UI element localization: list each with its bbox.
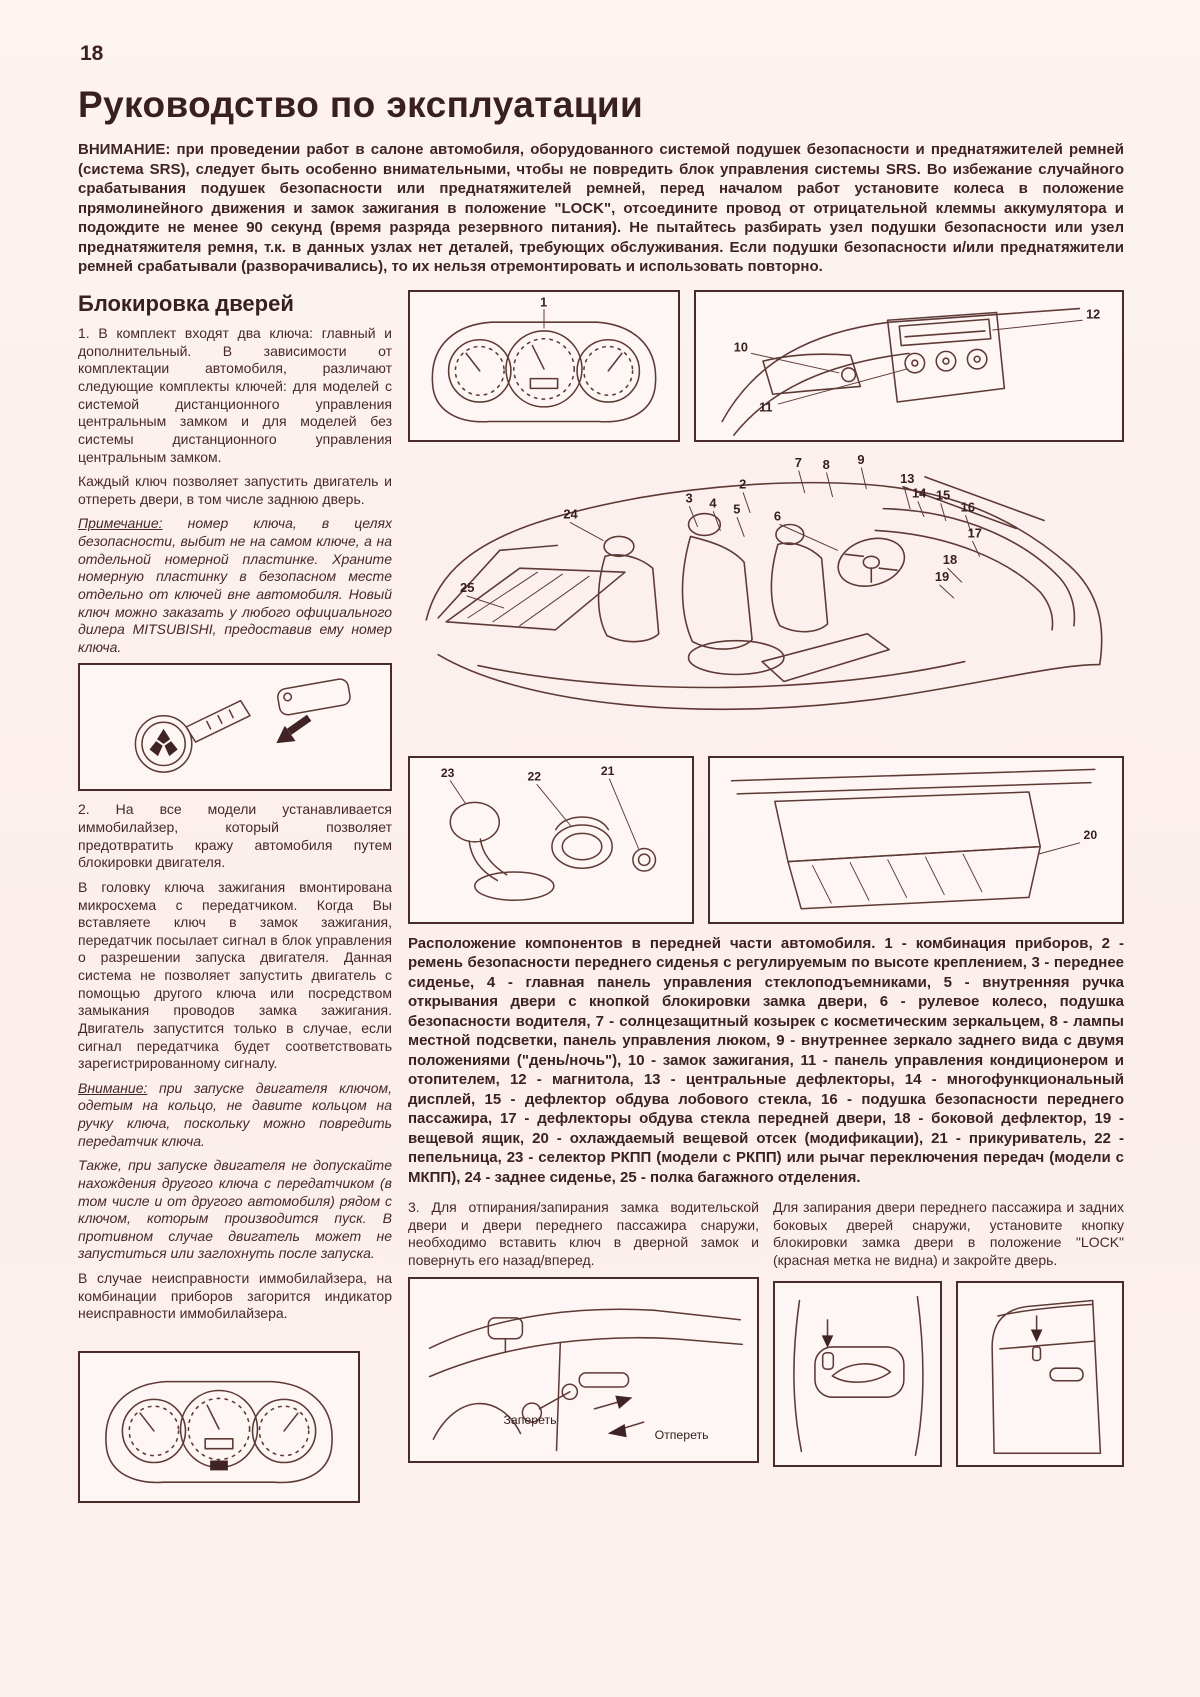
interior-cutaway-illustration [408,451,1124,749]
figure-callout: 2 [739,476,747,492]
figure-instrument-cluster [408,290,680,442]
figure-callout: 16 [960,499,976,515]
immobilizer-indicator-icon [210,1460,228,1470]
figure-callout: 25 [460,579,475,595]
figure-gear-selector [408,756,694,924]
figure-callout: 1 [540,295,548,310]
note-label: Примечание: [78,515,163,532]
unlock-label: Отпереть [654,1427,709,1442]
figure-callout: 9 [857,451,865,467]
gear-selector-illustration [414,760,688,920]
section-heading: Блокировка дверей [78,290,294,316]
figure-callout: 12 [1086,306,1101,321]
figure-callout: 17 [967,524,983,540]
keys-paragraph: 1. В комплект входят два ключа: главный и дополнительный. В зависимости от комплектации автомобиля, различают следующие комплекты ключей: для моделей с системой дистанционного управления центральным замком и для моделей без системы дистанционного управления центральным замком. [78,325,392,465]
mitsubishi-diamond-icon [157,729,170,744]
bottom-right-figure-row [773,1277,1124,1467]
figure-callout: 22 [527,769,542,784]
rear-door-illustration [965,1287,1115,1461]
bottom-columns [408,1199,1124,1475]
lock-label: Запереть [502,1412,557,1427]
main-columns [78,290,1124,1503]
figure-interior-overview [408,450,1124,750]
figure-center-console [694,290,1124,442]
door-key-illustration [414,1280,754,1460]
figure-callout: 7 [794,454,802,470]
figure-callout: 4 [709,495,717,511]
right-illustration-column [408,290,1124,1475]
key-function-paragraph: Каждый ключ позволяет запустить двигатель и отпереть двери, в том числе заднюю дверь. [78,473,392,507]
instrument-cluster-illustration [415,293,673,439]
second-key-warning-paragraph: Также, при запуске двигателя не допускайте нахождения другого ключа с передатчиком (в том числе и от другого автомобиля) рядом с ключом, которым производится пуск. В противном случае двигатель может не запуститься или заглохнуть после запуска. [78,1157,392,1262]
figure-callout: 13 [900,470,915,486]
instrument-cluster-illustration [86,1356,352,1498]
door-key-paragraph: 3. Для отпирания/запирания замка водительской двери и двери переднего пассажира снаружи, необходимо вставить ключ в дверной замок и повернуть его назад/вперед. [408,1199,759,1268]
glovebox-illustration [714,760,1118,920]
lock-direction-arrow-icon [615,1395,632,1408]
immobilizer-fault-paragraph: В случае неисправности иммобилайзера, на комбинации приборов загорится индикатор неисправности иммобилайзера. [78,1270,392,1322]
figure-door-key-lock [408,1277,759,1463]
door-handle-illustration [782,1287,932,1461]
figure-rear-door [956,1281,1125,1467]
key-illustration [87,665,383,789]
figure-callout: 23 [440,765,455,780]
figure-callout: 24 [563,506,578,522]
lock-knob-paragraph: Для запирания двери переднего пассажира и задних боковых дверей снаружи, установите кнопку блокировки замка двери в положение "LOCK" (красная метка не видна) и закройте дверь. [773,1199,1124,1268]
transmitter-paragraph: В головку ключа зажигания вмонтирована микросхема с передатчиком. Когда Вы вставляете ключ в замок зажигания, передатчик посылает сигнал в блок управления о разрешении запуска двигателя. Данная система не позволяет запустить двигатель с помощью другого ключа или посредством замыкания проводов замка зажигания. Двигатель запустится только в случае, если сигнал передатчика будет соответствовать зарегистрированному сигналу. [78,878,392,1072]
note-text: номер ключа, в целях безопасности, выбит не на самом ключе, а на отдельной номерной пластинке. Храните номерную пластинку в безопасном месте отдельно от ключей вне автомобиля. Новый ключ можно заказать у любого официального дилера MITSUBISHI, предоставив ему номер ключа. [78,515,392,655]
figure-glovebox [708,756,1124,924]
page-title: Руководство по эксплуатации [78,84,644,125]
figure-callout: 21 [600,763,615,778]
figure-instrument-cluster-indicator [78,1351,360,1503]
figure-callout: 18 [942,551,958,567]
figure-callout: 6 [773,508,782,524]
figure-callout: 11 [759,400,773,415]
warning-text: при запуске двигателя ключом, одетым на кольцо, не давите кольцом на ручку ключа, поскольку можно повредить передатчик ключа. [78,1079,392,1149]
figure-key-and-number-plate [78,663,392,791]
top-figure-row [408,290,1124,442]
figure-callout: 5 [733,501,741,517]
key-note-paragraph [78,515,392,656]
figure-callout: 20 [1083,827,1098,842]
bottom-middle-column [408,1199,759,1463]
srs-warning-paragraph: ВНИМАНИЕ: при проведении работ в салоне автомобиля, оборудованного системой подушек безопасности и преднатяжителей ремней (система SRS), следует быть особенно внимательными, чтобы не повредить блок управления системы SRS. Во избежание случайного срабатывания подушек безопасности или преднатяжителей ремней, перед началом работ установите колеса в положение прямолинейного движения и замок зажигания в положение "LOCK", отсоедините провод от отрицательной клеммы аккумулятора и подождите не менее 90 секунд (время разряда резервного питания). Не пытайтесь разбирать узел подушки безопасности или узел преднатяжителя ремня, т.к. в данных узлах нет деталей, требующих обслуживания. Если подушки безопасности и/или преднатяжители ремней срабатывали (разворачивались), то их нельзя отремонтировать и использовать повторно. [78,141,1124,275]
page-number: 18 [80,42,104,65]
unlock-direction-arrow-icon [607,1424,626,1437]
left-text-column [78,290,392,1503]
figure-caption: Расположение компонентов в передней части автомобиля. 1 - комбинация приборов, 2 - ремень безопасности переднего сиденья с регулируемым по высоте креплением, 3 - переднее сиденье, 4 - главная панель управления стеклоподъемниками, 5 - внутренняя ручка открывания двери с кнопкой блокировки замка двери, 6 - рулевое колесо, подушка безопасности водителя, 7 - солнцезащитный козырек с косметическим зеркальцем, 8 - лампы местной подсветки, панель управления люком, 9 - внутреннее зеркало заднего вида с двумя положениями ("день/ночь"), 10 - замок зажигания, 11 - панель управления кондиционером и отопителем, 12 - магнитола, 13 - центральные дефлекторы, 14 - многофункциональный дисплей, 15 - дефлектор обдува лобового стекла, 16 - подушка безопасности переднего пассажира, 17 - дефлекторы обдува стекла передней двери, 18 - боковой дефлектор, 19 - вещевой ящик, 20 - охлаждаемый вещевой отсек (модификации), 21 - прикуриватель, 22 - пепельница, 23 - селектор РКПП (модели с РКПП) или рычаг переключения передач (модели с МКПП), 24 - заднее сиденье, 25 - полка багажного отделения. [408,934,1124,1186]
lower-figure-row [408,756,1124,924]
pointer-arrow-icon [271,712,316,751]
lock-knob-arrow-icon [822,1335,834,1348]
immobilizer-paragraph: 2. На все модели устанавливается иммобилайзер, который позволяет предотвратить кражу автомобиля путем блокировки двигателя. [78,801,392,871]
figure-door-handle-lock [773,1281,942,1467]
figure-callout: 19 [934,568,950,584]
figure-callout: 10 [733,339,748,354]
warning-label: Внимание: [78,1079,148,1096]
figure-callout: 14 [912,485,927,501]
figure-callout: 3 [685,490,693,506]
bottom-right-column [773,1199,1124,1475]
figure-callout: 8 [822,456,830,472]
rear-lock-knob-arrow-icon [1031,1329,1043,1342]
figure-callout: 15 [935,487,951,503]
key-warning-paragraph [78,1080,392,1151]
center-console-illustration [701,293,1117,439]
